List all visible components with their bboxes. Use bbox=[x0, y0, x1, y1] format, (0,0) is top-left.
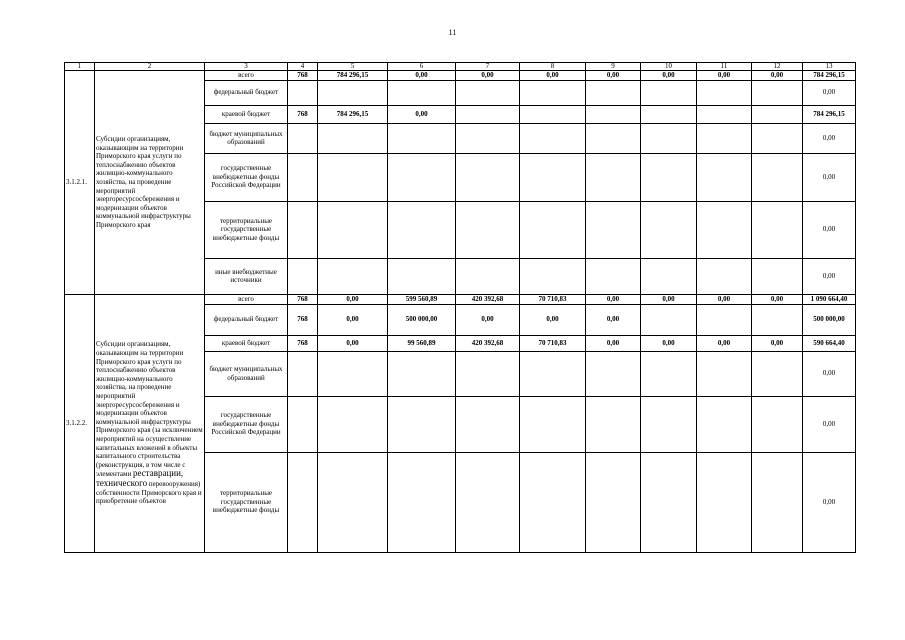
budget-table bbox=[64, 62, 856, 553]
cell-value: 768 bbox=[288, 105, 318, 123]
cell-value bbox=[697, 201, 752, 258]
cell-value bbox=[520, 351, 586, 396]
cell-value bbox=[318, 452, 388, 552]
funding-source: бюджет муниципальных образований bbox=[205, 351, 288, 396]
page-number: 11 bbox=[448, 28, 457, 37]
cell-value bbox=[318, 396, 388, 452]
cell-value bbox=[697, 351, 752, 396]
cell-value bbox=[641, 304, 697, 335]
cell-value bbox=[520, 80, 586, 105]
funding-source: территориальные государственные внебюджетные фонды bbox=[205, 452, 288, 552]
cell-value bbox=[697, 105, 752, 123]
cell-value bbox=[641, 105, 697, 123]
cell-value: 784 296,15 bbox=[318, 105, 388, 123]
column-number: 3 bbox=[205, 63, 288, 71]
funding-source: всего bbox=[205, 71, 288, 81]
cell-value bbox=[520, 452, 586, 552]
cell-value: 0,00 bbox=[752, 71, 803, 81]
cell-value: 0,00 bbox=[456, 71, 520, 81]
cell-value bbox=[752, 105, 803, 123]
total-value: 0,00 bbox=[803, 153, 856, 201]
cell-value: 0,00 bbox=[641, 71, 697, 81]
cell-value bbox=[288, 452, 318, 552]
cell-value bbox=[456, 452, 520, 552]
total-value: 0,00 bbox=[803, 123, 856, 153]
cell-value bbox=[520, 105, 586, 123]
cell-value bbox=[456, 123, 520, 153]
cell-value bbox=[752, 396, 803, 452]
cell-value bbox=[318, 258, 388, 294]
cell-value: 0,00 bbox=[388, 71, 456, 81]
cell-value bbox=[752, 80, 803, 105]
cell-value bbox=[520, 396, 586, 452]
cell-value: 0,00 bbox=[318, 294, 388, 304]
item-name: Субсидии организациям, оказывающим на территории Приморского края услуги по теплоснабжению объектов жилищно-коммунального хозяйства, на проведение мероприятий энергоресурсосбережения и модернизации объектов коммунальной инфраструктуры Приморского края (за исключением мероприятий на осуществление капитальных вложений в объекты капитального строительства (реконструкция, в том числе с элементами bbox=[96, 340, 203, 479]
cell-value bbox=[641, 80, 697, 105]
cell-value bbox=[641, 452, 697, 552]
cell-value bbox=[288, 396, 318, 452]
cell-value bbox=[586, 153, 641, 201]
item-name-enlarged: реставрации, технического bbox=[96, 468, 184, 488]
cell-value bbox=[752, 452, 803, 552]
cell-value: 768 bbox=[288, 304, 318, 335]
cell-value: 70 710,83 bbox=[520, 294, 586, 304]
cell-value bbox=[388, 396, 456, 452]
total-value: 1 090 664,40 bbox=[803, 294, 856, 304]
cell-value: 99 560,89 bbox=[388, 335, 456, 351]
column-number: 6 bbox=[388, 63, 456, 71]
cell-value bbox=[697, 396, 752, 452]
cell-value bbox=[520, 123, 586, 153]
cell-value: 599 560,89 bbox=[388, 294, 456, 304]
total-value: 590 664,40 bbox=[803, 335, 856, 351]
cell-value bbox=[752, 201, 803, 258]
cell-value: 0,00 bbox=[752, 335, 803, 351]
cell-value bbox=[586, 452, 641, 552]
column-number: 8 bbox=[520, 63, 586, 71]
cell-value: 0,00 bbox=[586, 71, 641, 81]
cell-value bbox=[752, 258, 803, 294]
cell-value: 0,00 bbox=[697, 71, 752, 81]
funding-source: иные внебюджетные источники bbox=[205, 258, 288, 294]
total-value: 0,00 bbox=[803, 452, 856, 552]
cell-value bbox=[697, 452, 752, 552]
table-row bbox=[65, 294, 856, 304]
cell-value bbox=[456, 396, 520, 452]
table-row bbox=[65, 71, 856, 81]
funding-source: бюджет муниципальных образований bbox=[205, 123, 288, 153]
cell-value: 420 392,68 bbox=[456, 335, 520, 351]
cell-value bbox=[586, 396, 641, 452]
column-number: 7 bbox=[456, 63, 520, 71]
cell-value bbox=[520, 258, 586, 294]
column-number: 4 bbox=[288, 63, 318, 71]
cell-value bbox=[456, 105, 520, 123]
cell-value bbox=[752, 304, 803, 335]
cell-value bbox=[752, 153, 803, 201]
funding-source: краевой бюджет bbox=[205, 335, 288, 351]
cell-value: 0,00 bbox=[752, 294, 803, 304]
cell-value bbox=[288, 201, 318, 258]
cell-value bbox=[388, 258, 456, 294]
cell-value bbox=[641, 123, 697, 153]
cell-value bbox=[456, 258, 520, 294]
total-value: 784 296,15 bbox=[803, 71, 856, 81]
item-name-cell bbox=[95, 294, 205, 552]
column-number: 13 bbox=[803, 63, 856, 71]
column-number: 5 bbox=[318, 63, 388, 71]
cell-value bbox=[288, 153, 318, 201]
cell-value: 0,00 bbox=[520, 304, 586, 335]
total-value: 0,00 bbox=[803, 396, 856, 452]
cell-value: 0,00 bbox=[586, 304, 641, 335]
cell-value bbox=[456, 80, 520, 105]
cell-value bbox=[388, 351, 456, 396]
cell-value bbox=[752, 351, 803, 396]
funding-source: государственные внебюджетные фонды Российской Федерации bbox=[205, 396, 288, 452]
cell-value bbox=[388, 452, 456, 552]
item-code: 3.1.2.2. bbox=[65, 294, 95, 552]
cell-value bbox=[288, 258, 318, 294]
cell-value bbox=[641, 351, 697, 396]
cell-value bbox=[586, 123, 641, 153]
cell-value bbox=[318, 80, 388, 105]
cell-value bbox=[456, 153, 520, 201]
cell-value bbox=[697, 153, 752, 201]
cell-value bbox=[318, 123, 388, 153]
cell-value: 0,00 bbox=[520, 71, 586, 81]
cell-value bbox=[586, 105, 641, 123]
cell-value: 0,00 bbox=[641, 335, 697, 351]
column-numbers-row bbox=[65, 63, 856, 71]
item-name: Субсидии организациям, оказывающим на территории Приморского края услуги по теплоснабжению объектов жилищно-коммунального хозяйства, на проведение мероприятий энергоресурсосбережения и модернизации объектов коммунальной инфраструктуры Приморского края bbox=[95, 71, 205, 295]
cell-value bbox=[456, 201, 520, 258]
cell-value bbox=[318, 201, 388, 258]
cell-value bbox=[288, 123, 318, 153]
cell-value bbox=[388, 153, 456, 201]
total-value: 0,00 bbox=[803, 351, 856, 396]
cell-value: 0,00 bbox=[388, 105, 456, 123]
funding-source: государственные внебюджетные фонды Российской Федерации bbox=[205, 153, 288, 201]
cell-value bbox=[318, 351, 388, 396]
cell-value bbox=[288, 80, 318, 105]
cell-value bbox=[586, 201, 641, 258]
cell-value: 768 bbox=[288, 335, 318, 351]
cell-value bbox=[318, 153, 388, 201]
column-number: 11 bbox=[697, 63, 752, 71]
item-name-tail: перевооружения) собственности Приморского края и приобретение объектов bbox=[96, 479, 202, 506]
cell-value bbox=[388, 80, 456, 105]
cell-value bbox=[697, 80, 752, 105]
funding-source: федеральный бюджет bbox=[205, 304, 288, 335]
funding-source: территориальные государственные внебюджетные фонды bbox=[205, 201, 288, 258]
cell-value bbox=[520, 153, 586, 201]
cell-value: 0,00 bbox=[586, 294, 641, 304]
cell-value: 0,00 bbox=[456, 304, 520, 335]
column-number: 9 bbox=[586, 63, 641, 71]
cell-value bbox=[388, 201, 456, 258]
funding-source: краевой бюджет bbox=[205, 105, 288, 123]
cell-value: 768 bbox=[288, 71, 318, 81]
cell-value bbox=[586, 351, 641, 396]
column-number: 1 bbox=[65, 63, 95, 71]
total-value: 0,00 bbox=[803, 201, 856, 258]
cell-value bbox=[456, 351, 520, 396]
cell-value bbox=[752, 123, 803, 153]
cell-value: 0,00 bbox=[697, 294, 752, 304]
cell-value bbox=[641, 258, 697, 294]
cell-value: 0,00 bbox=[318, 335, 388, 351]
cell-value bbox=[641, 201, 697, 258]
cell-value bbox=[520, 201, 586, 258]
cell-value bbox=[288, 351, 318, 396]
cell-value: 0,00 bbox=[641, 294, 697, 304]
cell-value: 0,00 bbox=[697, 335, 752, 351]
cell-value bbox=[697, 258, 752, 294]
cell-value: 784 296,15 bbox=[318, 71, 388, 81]
cell-value: 0,00 bbox=[586, 335, 641, 351]
cell-value bbox=[641, 153, 697, 201]
item-code: 3.1.2.1. bbox=[65, 71, 95, 295]
cell-value: 70 710,83 bbox=[520, 335, 586, 351]
cell-value bbox=[388, 123, 456, 153]
cell-value bbox=[586, 258, 641, 294]
cell-value bbox=[641, 396, 697, 452]
funding-source: всего bbox=[205, 294, 288, 304]
total-value: 500 000,00 bbox=[803, 304, 856, 335]
cell-value: 500 000,00 bbox=[388, 304, 456, 335]
total-value: 0,00 bbox=[803, 80, 856, 105]
total-value: 0,00 bbox=[803, 258, 856, 294]
column-number: 2 bbox=[95, 63, 205, 71]
column-number: 10 bbox=[641, 63, 697, 71]
total-value: 784 296,15 bbox=[803, 105, 856, 123]
cell-value: 0,00 bbox=[318, 304, 388, 335]
column-number: 12 bbox=[752, 63, 803, 71]
cell-value bbox=[586, 80, 641, 105]
cell-value: 420 392,68 bbox=[456, 294, 520, 304]
cell-value bbox=[697, 304, 752, 335]
cell-value: 768 bbox=[288, 294, 318, 304]
cell-value bbox=[697, 123, 752, 153]
funding-source: федеральный бюджет bbox=[205, 80, 288, 105]
